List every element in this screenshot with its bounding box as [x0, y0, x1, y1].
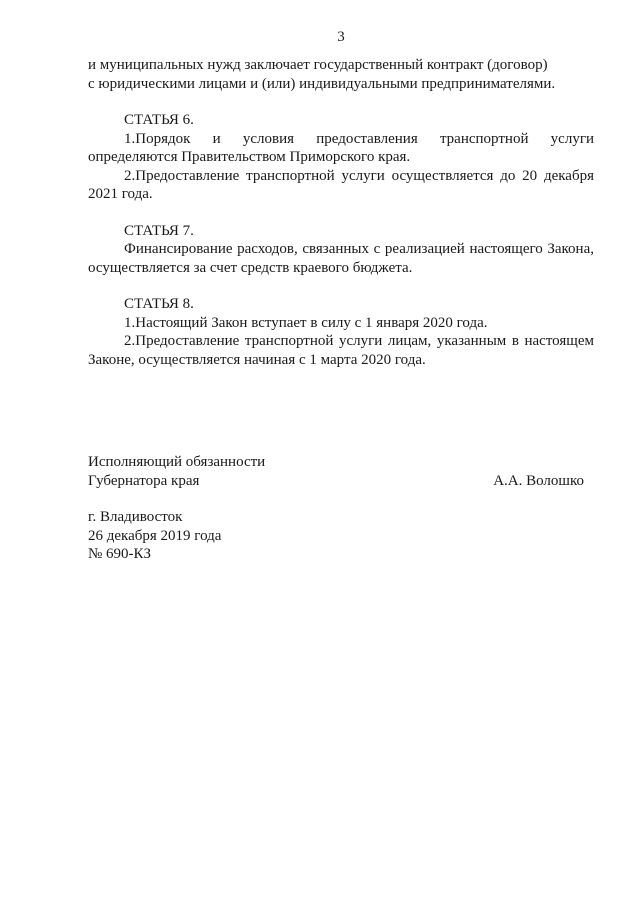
signature-name: А.А. Волошко	[493, 472, 584, 489]
footer-date: 26 декабря 2019 года	[88, 527, 222, 544]
document-body	[88, 28, 594, 564]
spacer	[88, 204, 594, 222]
intro-line-1: и муниципальных нужд заключает государственный контракт (договор)	[88, 57, 548, 73]
spacer	[88, 490, 594, 508]
intro-line-2: с юридическими лицами и (или) индивидуальными предпринимателями.	[88, 75, 556, 92]
article-8-heading: СТАТЬЯ 8.	[124, 296, 194, 312]
footer-city: г. Владивосток	[88, 509, 183, 525]
spacer	[88, 93, 594, 111]
article-8-item-1: 1.Настоящий Закон вступает в силу с 1 января 2020 года.	[124, 314, 488, 331]
spacer	[88, 277, 594, 295]
spacer	[88, 415, 594, 453]
article-6-heading: СТАТЬЯ 6.	[124, 112, 194, 128]
article-8-item-2: 2.Предоставление транспортной услуги лицам, указанным в настоящем Законе, осуществляется начиная с 1 марта 2020 года.	[88, 333, 594, 368]
article-7-heading: СТАТЬЯ 7.	[124, 222, 194, 239]
signature-position-line-1: Исполняющий обязанности	[88, 454, 266, 470]
page-number: 3	[337, 29, 345, 45]
footer-number: № 690-КЗ	[88, 546, 152, 562]
article-7-item-1: Финансирование расходов, связанных с реализацией настоящего Закона, осуществляется за счет средств краевого бюджета.	[88, 241, 594, 276]
signature-block	[88, 453, 594, 490]
spacer	[88, 369, 594, 415]
article-6-item-2: 2.Предоставление транспортной услуги осуществляется до 20 декабря 2021 года.	[88, 167, 594, 202]
article-6-item-1: 1.Порядок и условия предоставления транспортной услуги определяются Правительством Приморского края.	[88, 130, 594, 165]
signature-position-line-2: Губернатора края	[88, 472, 200, 489]
